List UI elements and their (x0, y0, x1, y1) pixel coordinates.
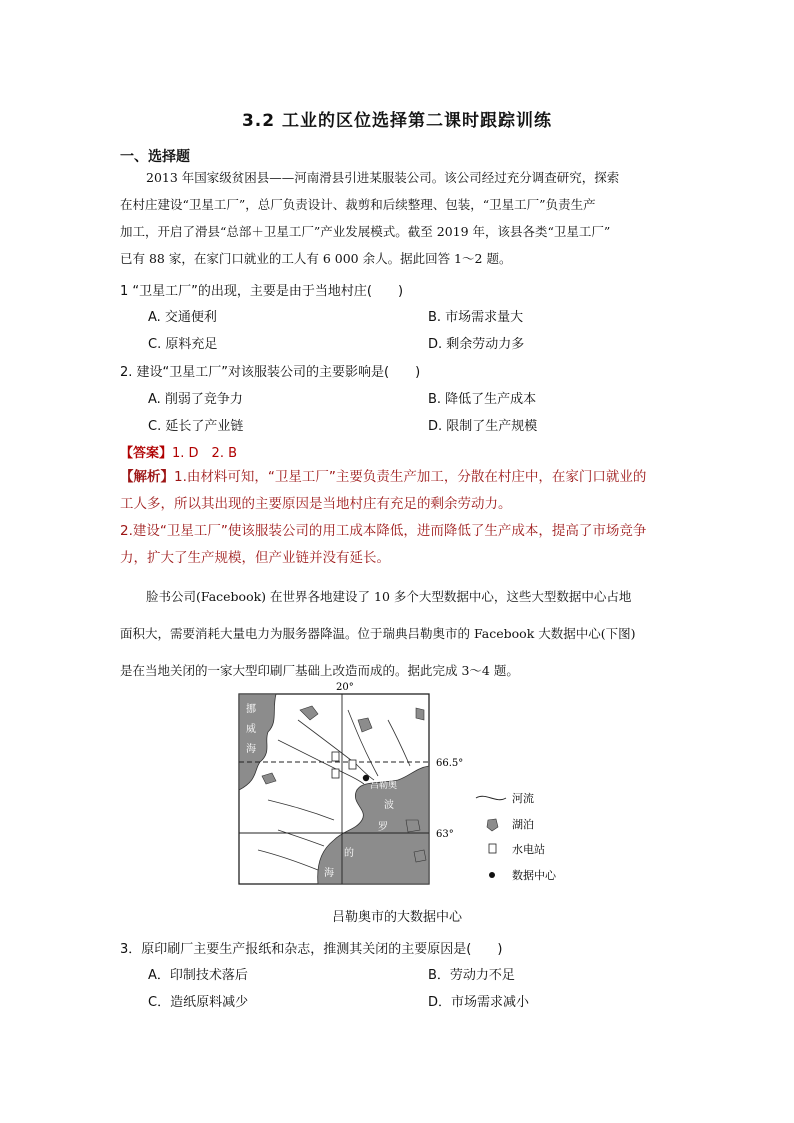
analysis-line: 【解析】1.由材料可知，“卫星工厂”主要负责生产加工，分散在村庄中，在家门口就业的 (120, 469, 647, 485)
city-label: 吕勒奥 (370, 781, 398, 791)
lat-label-66: 66.5° (436, 758, 464, 769)
analysis-block (120, 464, 676, 572)
question-2-option-d: D. 限制了生产规模 (428, 419, 538, 434)
passage-1-line: 在村庄建设“卫星工厂”，总厂负责设计、裁剪和后续整理、包装，“卫星工厂”负责生产 (120, 197, 596, 212)
question-3-option-a: A．印制技术落后 (148, 968, 248, 983)
legend-datacenter-label: 数据中心 (512, 869, 556, 882)
sea-label-char: 挪 (246, 704, 256, 715)
hydro-station (332, 769, 339, 778)
lon-label: 20° (336, 682, 354, 693)
question-1-option-c: C. 原料充足 (148, 337, 218, 352)
hydro-station (349, 760, 356, 769)
question-1-option-d: D. 剩余劳动力多 (428, 337, 525, 352)
map-figure (238, 680, 568, 894)
question-1-option-b: B. 市场需求量大 (428, 310, 524, 325)
passage-1-line: 加工，开启了滑县“总部＋卫星工厂”产业发展模式。截至 2019 年，该县各类“卫星工厂” (120, 224, 611, 239)
passage-1-line: 已有 88 家，在家门口就业的工人有 6 000 余人。据此回答 1～2 题。 (120, 251, 512, 266)
legend-lake-symbol (487, 819, 498, 831)
question-3-stem: 3．原印刷厂主要生产报纸和杂志，推测其关闭的主要原因是( ) (120, 942, 503, 957)
answer-label: 【答案】 (120, 446, 173, 461)
lulea-map (238, 680, 568, 890)
legend-hydro-symbol (489, 844, 496, 853)
sea-label-char: 的 (344, 848, 354, 859)
lake (416, 708, 424, 720)
analysis-line: 2.建设“卫星工厂”使该服装公司的用工成本降低，进而降低了生产成本，提高了市场竞争 (120, 523, 647, 539)
analysis-line: 工人多，所以其出现的主要原因是当地村庄有充足的剩余劳动力。 (120, 496, 512, 512)
sea-label-char: 海 (324, 868, 334, 879)
passage-1 (120, 164, 676, 272)
analysis-line: 力，扩大了生产规模，但产业链并没有延长。 (120, 550, 390, 566)
page-title: 3.2 工业的区位选择第二课时跟踪训练 (241, 111, 553, 131)
map-caption: 吕勒奥市的大数据中心 (331, 910, 462, 925)
map-legend (476, 791, 557, 882)
answer-line (120, 442, 237, 461)
question-2-option-b: B. 降低了生产成本 (428, 392, 537, 407)
lat-label-63: 63° (436, 829, 454, 840)
question-1-stem: 1 “卫星工厂”的出现，主要是由于当地村庄( ) (120, 284, 404, 299)
passage-2-line: 是在当地关闭的一家大型印刷厂基础上改造而成的。据此完成 3～4 题。 (120, 663, 519, 678)
analysis-label: 【解析】 (120, 469, 174, 485)
question-3-option-d: D．市场需求减小 (428, 995, 530, 1010)
hydro-station (332, 752, 339, 761)
question-1-option-a: A. 交通便利 (148, 310, 217, 325)
section-heading: 一、选择题 (120, 149, 190, 165)
legend-lake-label: 湖泊 (512, 818, 534, 831)
question-3-option-c: C．造纸原料减少 (148, 995, 249, 1010)
lake (414, 850, 426, 862)
data-center-dot (363, 775, 369, 781)
sea-label-char: 海 (246, 744, 256, 755)
sea-label-char: 波 (384, 800, 394, 811)
sea-label-char: 威 (246, 724, 256, 735)
passage-1-line: 2013 年国家级贫困县——河南滑县引进某服装公司。该公司经过充分调查研究，探索 (146, 170, 620, 185)
answer-text: 1. D 2. B (172, 446, 238, 461)
legend-river-label: 河流 (512, 792, 534, 805)
legend-datacenter-symbol (489, 872, 495, 878)
question-2-option-c: C. 延长了产业链 (148, 419, 244, 434)
legend-hydro-label: 水电站 (512, 843, 545, 856)
sea-label-char: 罗 (378, 822, 388, 833)
question-2-stem: 2. 建设“卫星工厂”对该服装公司的主要影响是( ) (120, 365, 421, 380)
passage-2 (120, 578, 676, 689)
legend-river-symbol (476, 796, 506, 799)
passage-2-line: 面积大，需要消耗大量电力为服务器降温。位于瑞典吕勒奥市的 Facebook 大数据中心(下图) (120, 626, 636, 641)
question-2-option-a: A. 削弱了竞争力 (148, 392, 243, 407)
question-3-option-b: B．劳动力不足 (428, 968, 515, 983)
lake (406, 820, 420, 832)
passage-2-line: 脸书公司(Facebook) 在世界各地建设了 10 多个大型数据中心，这些大型数据中心占地 (146, 589, 632, 604)
